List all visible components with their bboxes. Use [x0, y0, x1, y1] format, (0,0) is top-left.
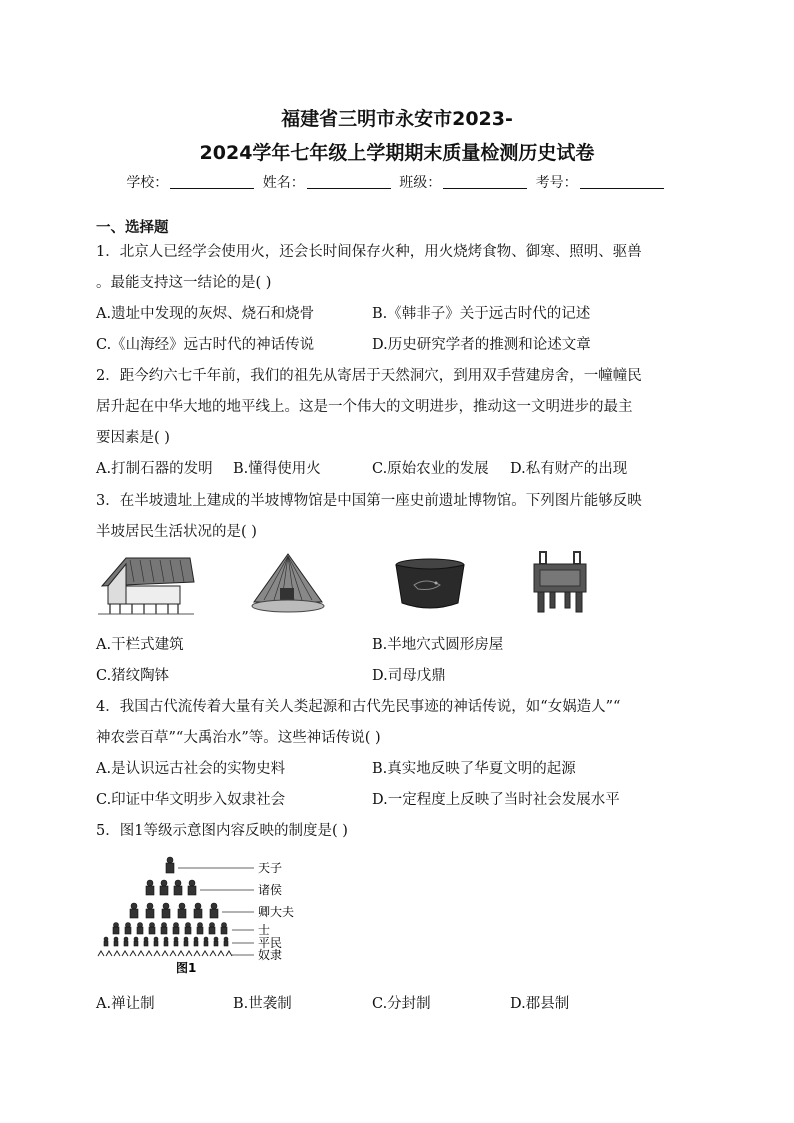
semi-subterranean-house-image — [250, 552, 326, 614]
q1-stem-line2: 。最能支持这一结论的是( ) — [96, 275, 272, 291]
student-info-row — [0, 172, 794, 192]
title-line-2: 2024学年七年级上学期期末质量检测历史试卷 — [199, 142, 595, 164]
q2-stem-line2: 居升起在中华大地的地平线上。这是一个伟大的文明进步，推动这一文明进步的最主 — [96, 399, 633, 415]
row-pingmin — [104, 937, 228, 946]
q2-stem-line1: 2．距今约六七千年前，我们的祖先从寄居于天然洞穴，到用双手营建房舍，一幢幢民 — [96, 368, 642, 384]
q5-stem-line1: 5．图1等级示意图内容反映的制度是( ) — [96, 823, 348, 839]
q2-option-a[interactable]: A.打制石器的发明 — [96, 461, 213, 477]
q1-option-b[interactable]: B.《韩非子》关于远古时代的记述 — [372, 306, 591, 322]
level-label-pingmin: 平民 — [258, 936, 283, 950]
q2-stem-line3: 要因素是( ) — [96, 430, 170, 446]
q4-stem-line1: 4．我国古代流传着大量有关人类起源和古代先民事迹的神话传说，如“女娲造人”“ — [96, 699, 621, 715]
simuwu-ding-image — [530, 550, 590, 614]
q1-stem-line1: 1．北京人已经学会使用火，还会长时间保存火种，用火烧烤食物、御寒、照明、驱兽 — [96, 244, 642, 260]
number-label: 考号： — [535, 175, 578, 191]
q5-option-d[interactable]: D.郡县制 — [510, 996, 570, 1012]
q3-stem-line1: 3．在半坡遗址上建成的半坡博物馆是中国第一座史前遗址博物馆。下列图片能够反映 — [96, 493, 642, 509]
row-qingdafu — [130, 903, 218, 918]
class-blank[interactable] — [443, 174, 527, 189]
row-tianzi — [166, 857, 174, 873]
row-zhuhou — [146, 880, 196, 895]
q4-option-c[interactable]: C.印证中华文明步入奴隶社会 — [96, 792, 286, 808]
pig-pattern-pottery-bowl-image — [392, 557, 468, 613]
q2-option-c[interactable]: C.原始农业的发展 — [372, 461, 489, 477]
q5-option-c[interactable]: C.分封制 — [372, 996, 431, 1012]
q3-option-c[interactable]: C.猪纹陶钵 — [96, 668, 170, 684]
title-line-1: 福建省三明市永安市2023- — [281, 108, 513, 130]
school-label: 学校： — [126, 175, 169, 191]
q5-option-a[interactable]: A.禅让制 — [96, 996, 155, 1012]
q3-stem-line2: 半坡居民生活状况的是( ) — [96, 524, 257, 540]
class-label: 班级： — [399, 175, 442, 191]
q1-option-d[interactable]: D.历史研究学者的推测和论述文章 — [372, 337, 591, 353]
q4-option-b[interactable]: B.真实地反映了华夏文明的起源 — [372, 761, 576, 777]
name-label: 姓名： — [262, 175, 305, 191]
q4-stem-line2: 神农尝百草”“大禹治水”等。这些神话传说( ) — [96, 730, 381, 746]
figure-rows — [98, 857, 232, 956]
level-label-shi: 士 — [258, 923, 271, 937]
level-label-zhuhou: 诸侯 — [258, 883, 283, 897]
level-label-qingdafu: 卿大夫 — [258, 905, 295, 919]
stilt-house-image — [96, 552, 196, 616]
hierarchy-diagram — [94, 852, 304, 976]
q3-option-d[interactable]: D.司母戊鼎 — [372, 668, 446, 684]
section-heading: 一、选择题 — [96, 220, 169, 236]
number-blank[interactable] — [580, 174, 664, 189]
level-label-nuli: 奴隶 — [258, 948, 283, 962]
name-blank[interactable] — [307, 174, 391, 189]
level-label-tianzi: 天子 — [258, 861, 283, 875]
q1-option-a[interactable]: A.遗址中发现的灰烬、烧石和烧骨 — [96, 306, 315, 322]
q1-option-c[interactable]: C.《山海经》远古时代的神话传说 — [96, 337, 315, 353]
q2-option-b[interactable]: B.懂得使用火 — [233, 461, 321, 477]
figure-caption: 图1 — [176, 961, 197, 975]
school-blank[interactable] — [170, 174, 254, 189]
q3-option-a[interactable]: A.干栏式建筑 — [96, 637, 184, 653]
row-shi — [113, 923, 227, 935]
q3-option-b[interactable]: B.半地穴式圆形房屋 — [372, 637, 504, 653]
row-nuli — [98, 951, 232, 956]
q4-option-d[interactable]: D.一定程度上反映了当时社会发展水平 — [372, 792, 620, 808]
q4-option-a[interactable]: A.是认识远古社会的实物史料 — [96, 761, 286, 777]
q5-option-b[interactable]: B.世袭制 — [233, 996, 292, 1012]
q2-option-d[interactable]: D.私有财产的出现 — [510, 461, 628, 477]
